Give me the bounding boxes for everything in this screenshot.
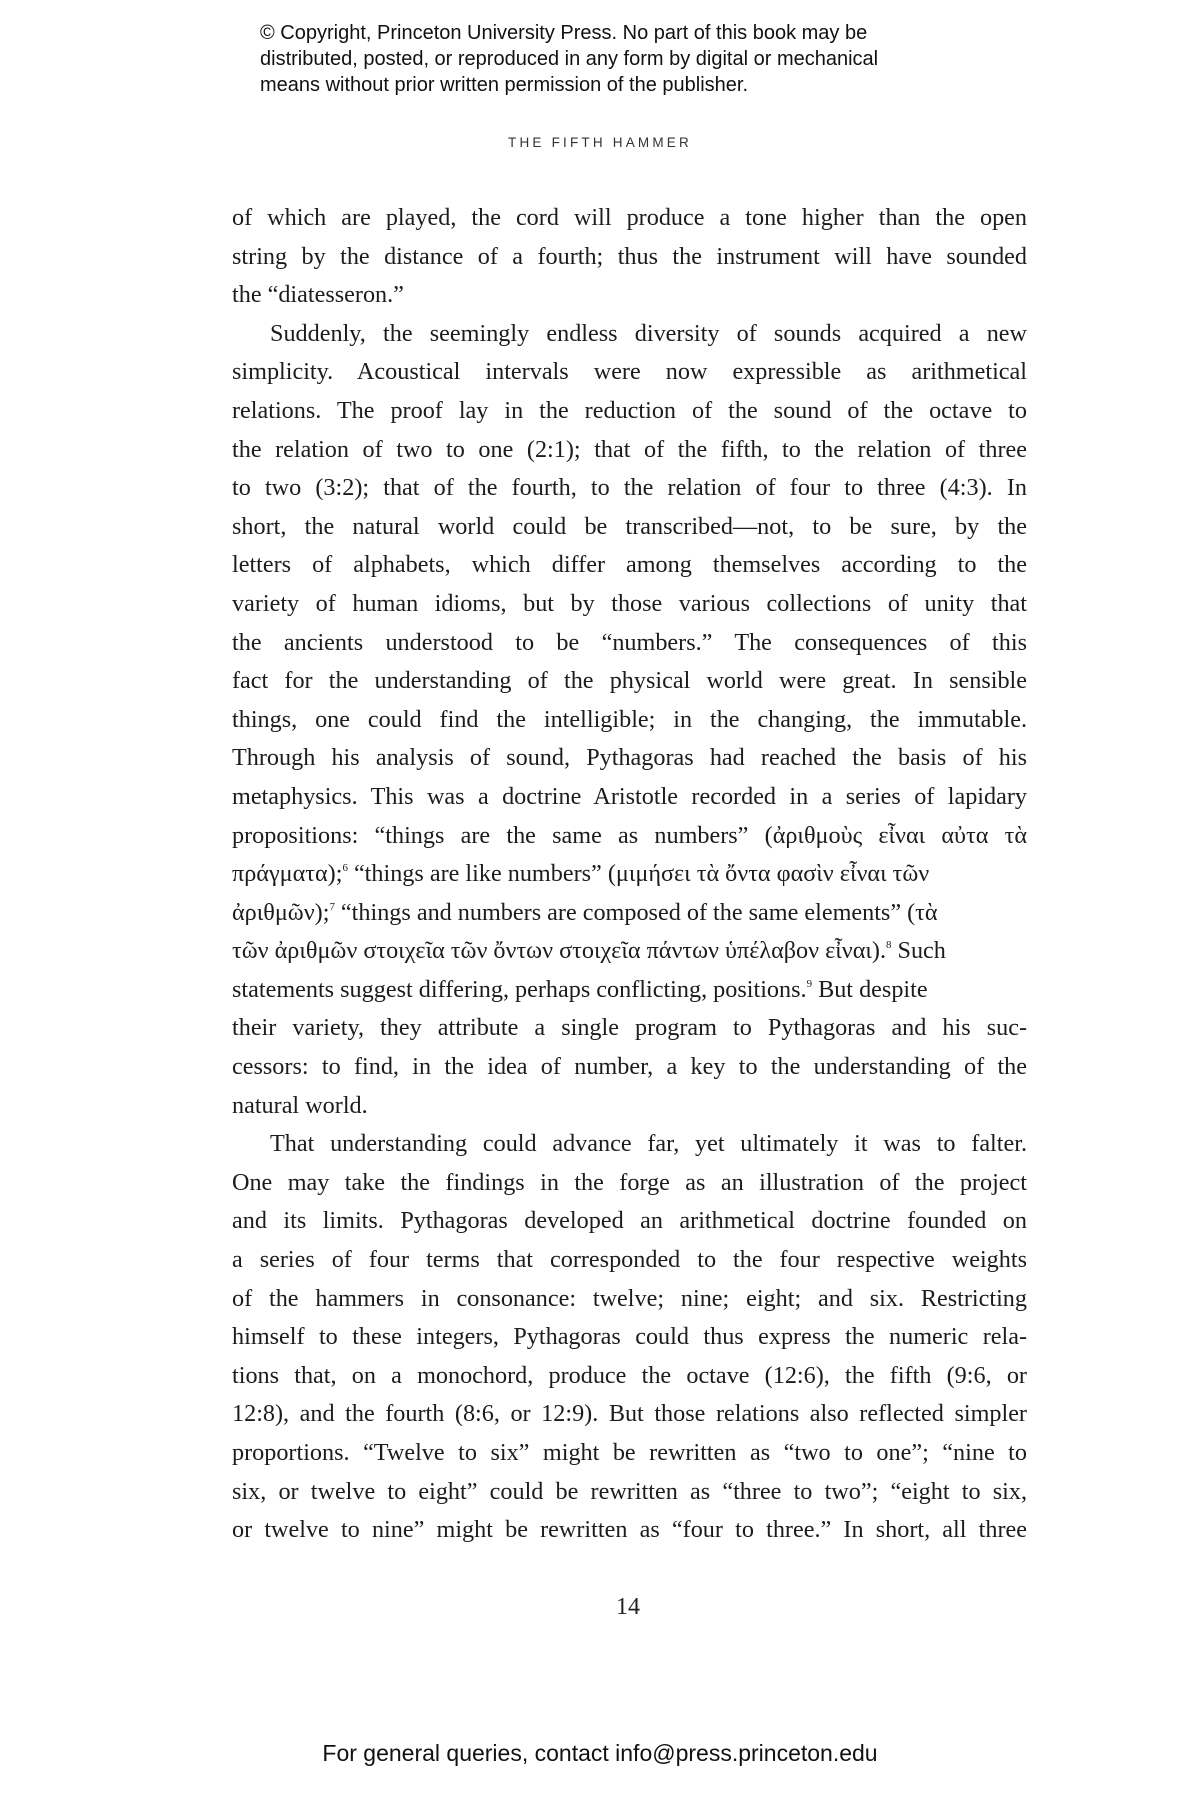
text-line: simplicity. Acoustical intervals were now expressible as arithmetical [232,358,1027,386]
text-line: Through his analysis of sound, Pythagoras had reached the basis of his [232,744,1027,772]
text-line: short, the natural world could be transcribed—not, to be sure, by the [232,512,1027,540]
text-segment: “things are like numbers” (μιμήσει τὰ ὄντα φασὶν εἶναι τῶν [347,860,930,888]
copyright-notice [260,20,980,98]
text-line: natural world. [232,1091,368,1119]
running-head: THE FIFTH HAMMER [508,135,692,150]
copyright-line: means without prior written permission of the publisher. [260,74,749,96]
text-line: propositions: “things are the same as numbers” (ἀριθμοὺς εἶναι αὐτα τὰ [232,821,1027,849]
text-line [232,894,1027,933]
text-segment: ἀριθμῶν); [232,898,330,926]
text-line [232,855,1027,894]
text-line: the “diatesseron.” [232,281,404,309]
text-line: of which are played, the cord will produce a tone higher than the open [232,204,1027,231]
text-line: their variety, they attribute a single program to Pythagoras and his suc- [232,1014,1027,1042]
text-line: six, or twelve to eight” could be rewritten as “three to two”; “eight to six, [232,1477,1027,1505]
text-line: relations. The proof lay in the reduction of the sound of the octave to [232,396,1027,424]
text-line: of the hammers in consonance: twelve; nine; eight; and six. Restricting [232,1284,1027,1312]
text-line: One may take the findings in the forge as an illustration of the project [232,1168,1027,1196]
text-segment: statements suggest differing, perhaps conflicting, positions. [232,975,807,1003]
text-line: himself to these integers, Pythagoras could thus express the numeric rela- [232,1323,1027,1351]
text-line: metaphysics. This was a doctrine Aristotle recorded in a series of lapidary [232,782,1027,810]
text-line: or twelve to nine” might be rewritten as “four to three.” In short, all three [232,1516,1027,1544]
body-text [232,199,1027,1550]
footnote-ref-8[interactable]: 8 [886,939,892,952]
text-segment: Such [891,937,946,965]
text-line: to two (3:2); that of the fourth, to the relation of four to three (4:3). In [232,474,1027,502]
text-segment: “things and numbers are composed of the same elements” (τὰ [334,898,938,926]
text-line: string by the distance of a fourth; thus the instrument will have sounded [232,242,1027,270]
text-line: Suddenly, the seemingly endless diversity of sounds acquired a new [270,319,1027,347]
text-segment: τῶν ἀριθμῶν στοιχεῖα τῶν ὄντων στοιχεῖα πάντων ὑπέλαβον εἶναι). [232,937,887,965]
text-segment: πράγματα); [232,860,343,888]
text-line: and its limits. Pythagoras developed an arithmetical doctrine founded on [232,1207,1027,1235]
text-line: letters of alphabets, which differ among themselves according to the [232,551,1027,579]
text-line: the relation of two to one (2:1); that of the fifth, to the relation of three [232,435,1027,463]
text-line: fact for the understanding of the physical world were great. In sensible [232,667,1027,695]
text-line: 12:8), and the fourth (8:6, or 12:9). But those relations also reflected simpler [232,1400,1027,1428]
footnote-ref-7[interactable]: 7 [329,900,335,913]
text-line: the ancients understood to be “numbers.” The consequences of this [232,628,1027,656]
footnote-ref-9[interactable]: 9 [806,978,813,991]
copyright-line: distributed, posted, or reproduced in any form by digital or mechanical [260,48,879,70]
text-line: a series of four terms that corresponded to the four respective weights [232,1246,1027,1274]
footnote-ref-6[interactable]: 6 [342,862,348,875]
text-line: things, one could find the intelligible; in the changing, the immutable. [232,705,1027,733]
text-line: tions that, on a monochord, produce the octave (12:6), the fifth (9:6, or [232,1361,1027,1389]
text-line [232,971,1027,1010]
text-line: variety of human idioms, but by those various collections of unity that [232,589,1027,617]
text-segment: But despite [812,975,928,1003]
footer-contact: For general queries, contact info@press.princeton.edu [322,1740,878,1766]
text-line: cessors: to find, in the idea of number, a key to the understanding of the [232,1053,1027,1081]
copyright-line: © Copyright, Princeton University Press. No part of this book may be [260,22,868,44]
text-line: That understanding could advance far, yet ultimately it was to falter. [270,1130,1027,1158]
text-line [232,932,1027,971]
text-line: proportions. “Twelve to six” might be rewritten as “two to one”; “nine to [232,1439,1027,1466]
page-number: 14 [616,1594,640,1620]
